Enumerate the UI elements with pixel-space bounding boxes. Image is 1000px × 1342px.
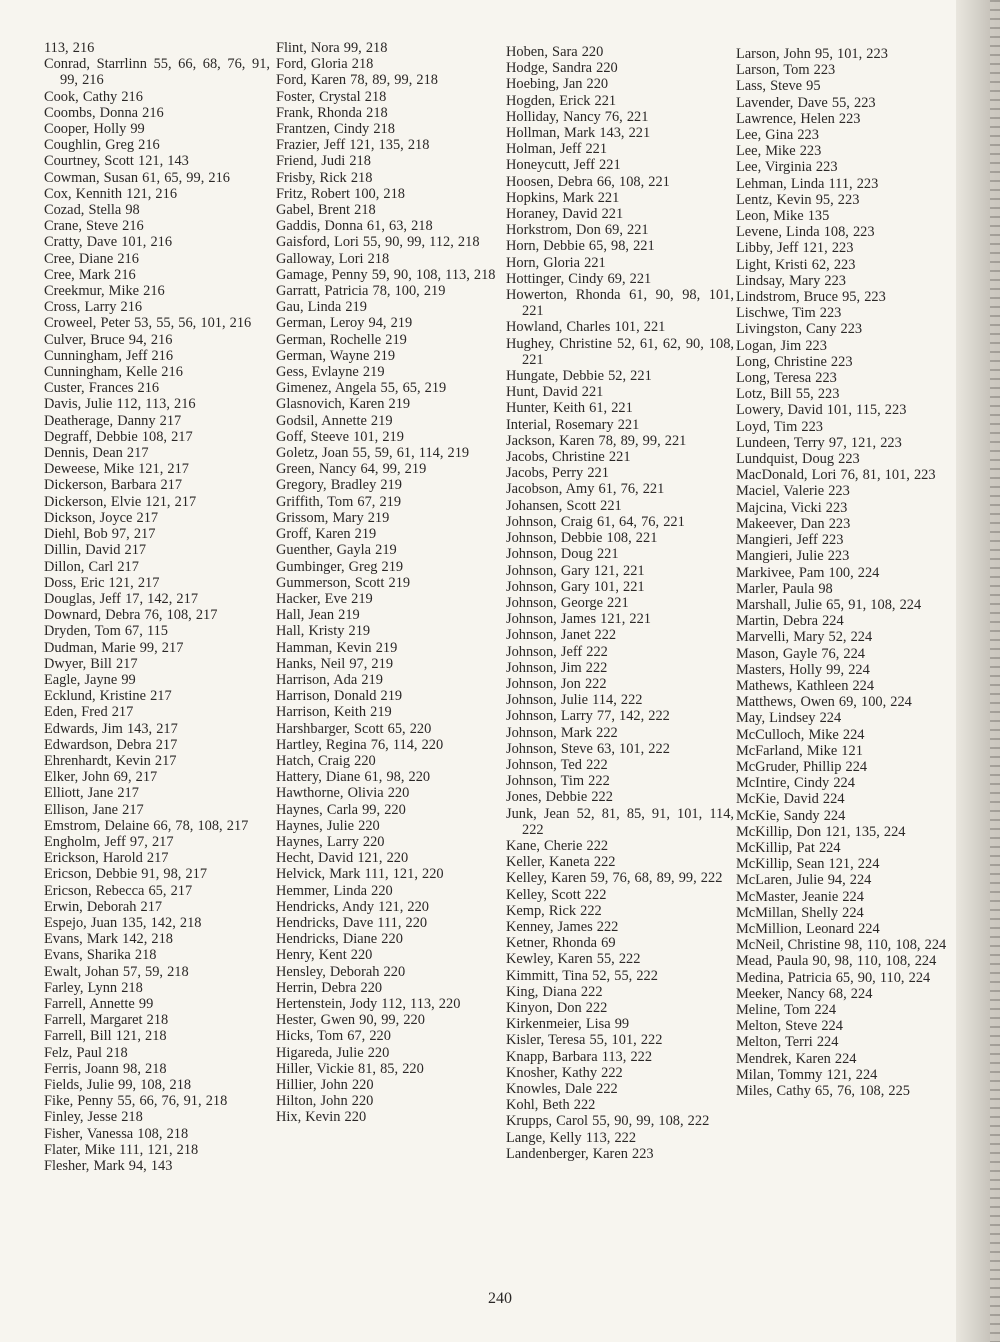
index-entry: Knapp, Barbara 113, 222 — [506, 1048, 653, 1065]
index-entry: Friend, Judi 218 — [276, 153, 371, 170]
index-entry: King, Diana 222 — [506, 983, 603, 1000]
index-entry: Johnson, Craig 61, 64, 76, 221 — [506, 513, 685, 530]
index-entry: Lee, Virginia 223 — [736, 159, 838, 176]
index-entry: Hiller, Vickie 81, 85, 220 — [276, 1060, 424, 1077]
index-entry: Meline, Tom 224 — [736, 1001, 837, 1018]
index-entry: McLaren, Julie 94, 224 — [736, 872, 872, 889]
index-entry: Hopkins, Mark 221 — [506, 189, 620, 206]
index-entry: Haynes, Carla 99, 220 — [276, 801, 406, 818]
index-entry: Glasnovich, Karen 219 — [276, 396, 411, 413]
index-entry: Davis, Julie 112, 113, 216 — [44, 396, 196, 413]
index-entry: Cunningham, Jeff 216 — [44, 347, 174, 364]
index-entry: Jackson, Karen 78, 89, 99, 221 — [506, 432, 687, 449]
index-entry: Gau, Linda 219 — [276, 299, 367, 316]
index-entry: Kirkenmeier, Lisa 99 — [506, 1016, 630, 1033]
index-entry: Kelley, Scott 222 — [506, 886, 607, 903]
index-entry: Hacker, Eve 219 — [276, 590, 373, 607]
index-entry: Johnson, Steve 63, 101, 222 — [506, 740, 670, 757]
index-entry: Erwin, Deborah 217 — [44, 898, 163, 915]
index-entry: Ehrenhardt, Kevin 217 — [44, 752, 177, 769]
index-entry: Jacobson, Amy 61, 76, 221 — [506, 481, 665, 498]
index-entry: Goff, Steeve 101, 219 — [276, 428, 404, 445]
index-entry: Light, Kristi 62, 223 — [736, 256, 856, 273]
index-entry: Levene, Linda 108, 223 — [736, 224, 875, 241]
index-entry: Ericson, Debbie 91, 98, 217 — [44, 866, 208, 883]
index-entry: Long, Christine 223 — [736, 353, 853, 370]
index-entry: Matthews, Owen 69, 100, 224 — [736, 694, 912, 711]
index-entry: Farrell, Margaret 218 — [44, 1012, 169, 1029]
index-entry: Lischwe, Tim 223 — [736, 305, 842, 322]
index-entry: Hendricks, Dave 111, 220 — [276, 914, 428, 931]
index-entry: Kewley, Karen 55, 222 — [506, 951, 641, 968]
index-entry: German, Rochelle 219 — [276, 331, 407, 348]
index-entry: Doss, Eric 121, 217 — [44, 574, 160, 591]
index-entry: Finley, Jesse 218 — [44, 1109, 143, 1126]
index-column-3 — [506, 44, 734, 1162]
index-entry: Henry, Kent 220 — [276, 947, 373, 964]
index-entry: Foster, Crystal 218 — [276, 88, 387, 105]
index-entry: Johnson, Ted 222 — [506, 756, 608, 773]
index-entry: Hicks, Tom 67, 220 — [276, 1028, 391, 1045]
index-entry: Courtney, Scott 121, 143 — [44, 153, 189, 170]
index-entry: Dennis, Dean 217 — [44, 445, 149, 462]
index-entry: Groff, Karen 219 — [276, 526, 377, 543]
index-entry: Douglas, Jeff 17, 142, 217 — [44, 590, 199, 607]
index-entry: Johnson, Gary 101, 221 — [506, 578, 645, 595]
index-entry: Gabel, Brent 218 — [276, 202, 376, 219]
index-entry: Horkstrom, Don 69, 221 — [506, 222, 649, 239]
index-entry: Haynes, Larry 220 — [276, 833, 385, 850]
index-entry: Farrell, Annette 99 — [44, 995, 154, 1012]
index-entry: Hartley, Regina 76, 114, 220 — [276, 736, 444, 753]
index-entry: Junk, Jean 52, 81, 85, 91, 101, 114, 222 — [506, 805, 734, 838]
index-entry: Gimenez, Angela 55, 65, 219 — [276, 380, 447, 397]
index-entry: Hattery, Diane 61, 98, 220 — [276, 769, 431, 786]
index-entry: Landenberger, Karen 223 — [506, 1145, 654, 1162]
index-entry: Ericson, Rebecca 65, 217 — [44, 882, 193, 899]
index-entry: Hilton, John 220 — [276, 1093, 374, 1110]
index-entry: Conrad, Starrlinn 55, 66, 68, 76, 91, 99, 216 — [44, 56, 270, 89]
index-entry: Johnson, Debbie 108, 221 — [506, 530, 658, 547]
index-entry: Lehman, Linda 111, 223 — [736, 175, 879, 192]
index-entry: Deweese, Mike 121, 217 — [44, 461, 189, 478]
index-entry: Haynes, Julie 220 — [276, 817, 380, 834]
index-entry: Cowman, Susan 61, 65, 99, 216 — [44, 169, 230, 186]
index-entry: Farley, Lynn 218 — [44, 979, 143, 996]
index-entry: Croweel, Peter 53, 55, 56, 101, 216 — [44, 315, 252, 332]
index-entry: Marvelli, Mary 52, 224 — [736, 629, 873, 646]
index-entry: Johnson, Janet 222 — [506, 627, 617, 644]
index-entry: Hall, Kristy 219 — [276, 623, 371, 640]
index-entry: Gaisford, Lori 55, 90, 99, 112, 218 — [276, 234, 480, 251]
index-entry: Lundquist, Doug 223 — [736, 451, 860, 468]
index-entry: Guenther, Gayla 219 — [276, 542, 397, 559]
index-entry: Melton, Steve 224 — [736, 1018, 843, 1035]
index-entry: Hall, Jean 219 — [276, 607, 360, 624]
index-entry: Frank, Rhonda 218 — [276, 104, 388, 121]
index-entry: Herrin, Debra 220 — [276, 979, 383, 996]
index-entry: Downard, Debra 76, 108, 217 — [44, 607, 218, 624]
index-entry: Hester, Gwen 90, 99, 220 — [276, 1012, 425, 1029]
index-entry: Espejo, Juan 135, 142, 218 — [44, 914, 202, 931]
index-entry: McGruder, Phillip 224 — [736, 758, 868, 775]
index-entry: Johnson, Doug 221 — [506, 546, 619, 563]
index-entry: Kane, Cherie 222 — [506, 837, 609, 854]
index-entry: Ford, Gloria 218 — [276, 56, 374, 73]
index-entry: Hamman, Kevin 219 — [276, 639, 398, 656]
index-column-2 — [276, 40, 502, 1126]
index-entry: Harrison, Ada 219 — [276, 671, 383, 688]
index-entry: Deatherage, Danny 217 — [44, 412, 182, 429]
index-entry: Fike, Penny 55, 66, 76, 91, 218 — [44, 1093, 228, 1110]
index-entry: Erickson, Harold 217 — [44, 850, 169, 867]
index-entry: Gumbinger, Greg 219 — [276, 558, 404, 575]
index-entry: Coombs, Donna 216 — [44, 104, 164, 121]
index-entry: Lindsay, Mary 223 — [736, 272, 846, 289]
index-entry: Ecklund, Kristine 217 — [44, 688, 172, 705]
index-entry: Johnson, Tim 222 — [506, 773, 610, 790]
index-entry: Johnson, Jon 222 — [506, 675, 607, 692]
index-entry: Johnson, James 121, 221 — [506, 611, 652, 628]
index-entry: Hungate, Debbie 52, 221 — [506, 368, 652, 385]
index-entry: Holliday, Nancy 76, 221 — [506, 108, 649, 125]
index-entry: Lundeen, Terry 97, 121, 223 — [736, 434, 902, 451]
index-entry: McMillion, Leonard 224 — [736, 920, 880, 937]
index-entry: Hodge, Sandra 220 — [506, 60, 618, 77]
index-entry: Hatch, Craig 220 — [276, 752, 376, 769]
index-entry: Lotz, Bill 55, 223 — [736, 386, 840, 403]
index-entry: Eden, Fred 217 — [44, 704, 134, 721]
index-entry: Engholm, Jeff 97, 217 — [44, 833, 174, 850]
index-entry: Godsil, Annette 219 — [276, 412, 393, 429]
index-entry: Melton, Terri 224 — [736, 1034, 839, 1051]
index-entry: Ellison, Jane 217 — [44, 801, 144, 818]
index-entry: Lawrence, Helen 223 — [736, 110, 861, 127]
index-entry: Lowery, David 101, 115, 223 — [736, 402, 907, 419]
index-entry: Lentz, Kevin 95, 223 — [736, 191, 860, 208]
index-entry: Harrison, Donald 219 — [276, 688, 403, 705]
index-entry: Eagle, Jayne 99 — [44, 671, 136, 688]
index-entry: Logan, Jim 223 — [736, 337, 827, 354]
index-entry: Jacobs, Perry 221 — [506, 465, 609, 482]
index-entry: Cook, Cathy 216 — [44, 88, 143, 105]
index-entry: May, Lindsey 224 — [736, 710, 842, 727]
index-entry: Dickerson, Barbara 217 — [44, 477, 183, 494]
index-entry: Edwardson, Debra 217 — [44, 736, 178, 753]
index-entry: Libby, Jeff 121, 223 — [736, 240, 854, 257]
index-entry: Crane, Steve 216 — [44, 218, 144, 235]
index-column-4 — [736, 46, 948, 1099]
index-entry: MacDonald, Lori 76, 81, 101, 223 — [736, 467, 936, 484]
index-entry: Harrison, Keith 219 — [276, 704, 392, 721]
page-number: 240 — [488, 1290, 512, 1307]
index-entry: Fritz, Robert 100, 218 — [276, 185, 406, 202]
index-entry: Kisler, Teresa 55, 101, 222 — [506, 1032, 663, 1049]
index-entry: Hillier, John 220 — [276, 1077, 374, 1093]
index-entry: Degraff, Debbie 108, 217 — [44, 428, 193, 445]
index-entry: McKie, Sandy 224 — [736, 807, 846, 824]
index-entry: Cree, Diane 216 — [44, 250, 139, 267]
index-entry: Cox, Kennith 121, 216 — [44, 185, 178, 202]
index-entry: Johnson, Jim 222 — [506, 659, 608, 676]
index-entry: Griffith, Tom 67, 219 — [276, 493, 402, 510]
index-entry: Masters, Holly 99, 224 — [736, 661, 870, 678]
index-entry: Farrell, Bill 121, 218 — [44, 1028, 167, 1045]
index-entry: Culver, Bruce 94, 216 — [44, 331, 173, 348]
index-entry: Hawthorne, Olivia 220 — [276, 785, 410, 802]
index-entry: Cross, Larry 216 — [44, 299, 143, 316]
index-entry: Flater, Mike 111, 121, 218 — [44, 1141, 199, 1158]
index-entry: Edwards, Jim 143, 217 — [44, 720, 178, 737]
index-entry: Cratty, Dave 101, 216 — [44, 234, 173, 251]
index-entry: McKillip, Pat 224 — [736, 839, 841, 856]
index-entry: Kohl, Beth 222 — [506, 1097, 596, 1114]
index-entry: German, Wayne 219 — [276, 347, 396, 364]
index-entry: Grissom, Mary 219 — [276, 509, 390, 526]
index-entry: Elliott, Jane 217 — [44, 785, 139, 802]
index-entry: Makeever, Dan 223 — [736, 515, 851, 532]
index-entry: Marler, Paula 98 — [736, 580, 833, 597]
index-entry: Felz, Paul 218 — [44, 1044, 128, 1061]
index-entry: McMaster, Jeanie 224 — [736, 888, 864, 905]
index-entry: Larson, John 95, 101, 223 — [736, 46, 888, 62]
index-entry: McKillip, Don 121, 135, 224 — [736, 823, 906, 840]
index-entry: Maciel, Valerie 223 — [736, 483, 850, 500]
index-entry: McKillip, Sean 121, 224 — [736, 856, 880, 873]
index-entry: Mangieri, Jeff 223 — [736, 532, 844, 549]
index-entry: Custer, Frances 216 — [44, 380, 160, 397]
index-entry: Fisher, Vanessa 108, 218 — [44, 1125, 189, 1142]
index-entry: Long, Teresa 223 — [736, 370, 837, 387]
index-entry: 113, 216 — [44, 40, 95, 56]
index-entry: Hunter, Keith 61, 221 — [506, 400, 633, 417]
index-entry: Loyd, Tim 223 — [736, 418, 823, 435]
index-entry: Jones, Debbie 222 — [506, 789, 613, 806]
index-entry: Cunningham, Kelle 216 — [44, 364, 183, 381]
index-entry: Diehl, Bob 97, 217 — [44, 526, 156, 543]
index-entry: Creekmur, Mike 216 — [44, 283, 165, 300]
index-entry: Hertenstein, Jody 112, 113, 220 — [276, 995, 461, 1012]
index-entry: Mendrek, Karen 224 — [736, 1050, 857, 1067]
index-entry: Mangieri, Julie 223 — [736, 548, 850, 565]
index-entry: Lee, Gina 223 — [736, 127, 819, 144]
index-entry: Lange, Kelly 113, 222 — [506, 1129, 637, 1146]
index-entry: Mason, Gayle 76, 224 — [736, 645, 865, 662]
index-entry: Hix, Kevin 220 — [276, 1109, 367, 1126]
index-entry: Ewalt, Johan 57, 59, 218 — [44, 963, 189, 980]
index-entry: Frazier, Jeff 121, 135, 218 — [276, 137, 430, 154]
index-entry: Johnson, Julie 114, 222 — [506, 692, 643, 709]
index-entry: Ketner, Rhonda 69 — [506, 935, 616, 952]
index-entry: Jacobs, Christine 221 — [506, 449, 631, 466]
index-entry: Hunt, David 221 — [506, 384, 604, 401]
index-entry: Johnson, Mark 222 — [506, 724, 618, 741]
index-entry: Holman, Jeff 221 — [506, 141, 608, 158]
index-entry: German, Leroy 94, 219 — [276, 315, 413, 332]
index-entry: McMillan, Shelly 224 — [736, 904, 864, 921]
index-entry: Dwyer, Bill 217 — [44, 655, 138, 672]
index-entry: Marshall, Julie 65, 91, 108, 224 — [736, 596, 922, 613]
index-entry: Dickson, Joyce 217 — [44, 509, 159, 526]
index-entry: Emstrom, Delaine 66, 78, 108, 217 — [44, 817, 249, 834]
index-entry: Meeker, Nancy 68, 224 — [736, 985, 873, 1002]
index-entry: Horn, Debbie 65, 98, 221 — [506, 238, 655, 255]
index-entry: Markivee, Pam 100, 224 — [736, 564, 880, 581]
index-entry: Johnson, Larry 77, 142, 222 — [506, 708, 670, 725]
index-entry: Hendricks, Andy 121, 220 — [276, 898, 429, 915]
index-entry: McIntire, Cindy 224 — [736, 775, 855, 792]
index-entry: Gess, Evlayne 219 — [276, 364, 385, 381]
index-entry: Lass, Steve 95 — [736, 78, 821, 95]
index-entry: Hoosen, Debra 66, 108, 221 — [506, 173, 670, 190]
index-entry: Ferris, Joann 98, 218 — [44, 1060, 167, 1077]
index-entry: Hottinger, Cindy 69, 221 — [506, 270, 652, 287]
index-entry: Milan, Tommy 121, 224 — [736, 1066, 878, 1083]
index-entry: Ford, Karen 78, 89, 99, 218 — [276, 72, 438, 89]
index-entry: Hughey, Christine 52, 61, 62, 90, 108, 221 — [506, 335, 734, 368]
index-entry: Dryden, Tom 67, 115 — [44, 623, 169, 640]
index-entry: McCulloch, Mike 224 — [736, 726, 865, 743]
index-entry: Hendricks, Diane 220 — [276, 931, 403, 948]
index-entry: Hanks, Neil 97, 219 — [276, 655, 394, 672]
index-entry: Johansen, Scott 221 — [506, 497, 622, 514]
index-entry: Knowles, Dale 222 — [506, 1081, 618, 1097]
index-entry: Fields, Julie 99, 108, 218 — [44, 1077, 192, 1093]
index-entry: Galloway, Lori 218 — [276, 250, 390, 267]
page-edge — [990, 0, 1000, 1342]
index-entry: Hoebing, Jan 220 — [506, 76, 609, 93]
index-entry: Gregory, Bradley 219 — [276, 477, 402, 494]
index-entry: Gummerson, Scott 219 — [276, 574, 411, 591]
index-entry: Leon, Mike 135 — [736, 208, 830, 225]
index-entry: Horaney, David 221 — [506, 206, 624, 223]
index-entry: Evans, Mark 142, 218 — [44, 931, 173, 948]
index-entry: Hoben, Sara 220 — [506, 44, 604, 60]
index-entry: Lindstrom, Bruce 95, 223 — [736, 289, 886, 306]
index-entry: Horn, Gloria 221 — [506, 254, 606, 271]
index-entry: Johnson, George 221 — [506, 594, 629, 611]
index-entry: Dickerson, Elvie 121, 217 — [44, 493, 197, 510]
index-entry: Interial, Rosemary 221 — [506, 416, 640, 433]
index-entry: Cree, Mark 216 — [44, 266, 136, 283]
index-entry: Honeycutt, Jeff 221 — [506, 157, 621, 174]
index-entry: Lee, Mike 223 — [736, 143, 822, 160]
index-entry: Gaddis, Donna 61, 63, 218 — [276, 218, 433, 235]
index-entry: Howland, Charles 101, 221 — [506, 319, 666, 336]
index-column-1 — [44, 40, 270, 1174]
index-entry: Krupps, Carol 55, 90, 99, 108, 222 — [506, 1113, 710, 1130]
index-entry: McFarland, Mike 121 — [736, 742, 863, 759]
index-entry: Johnson, Gary 121, 221 — [506, 562, 645, 579]
index-entry: Evans, Sharika 218 — [44, 947, 157, 964]
index-entry: Frisby, Rick 218 — [276, 169, 373, 186]
index-entry: McNeil, Christine 98, 110, 108, 224 — [736, 937, 947, 954]
index-entry: Larson, Tom 223 — [736, 62, 836, 79]
index-entry: Kimmitt, Tina 52, 55, 222 — [506, 967, 658, 984]
index-entry: Dudman, Marie 99, 217 — [44, 639, 184, 656]
index-entry: Howerton, Rhonda 61, 90, 98, 101, 221 — [506, 287, 734, 320]
index-entry: Hogden, Erick 221 — [506, 92, 617, 109]
index-entry: Cooper, Holly 99 — [44, 121, 145, 138]
index-entry: Medina, Patricia 65, 90, 110, 224 — [736, 969, 931, 986]
index-entry: Cozad, Stella 98 — [44, 202, 140, 219]
index-entry: Kemp, Rick 222 — [506, 902, 602, 919]
index-entry: Kenney, James 222 — [506, 918, 619, 935]
index-entry: Kinyon, Don 222 — [506, 999, 608, 1016]
index-entry: Knosher, Kathy 222 — [506, 1064, 623, 1081]
index-entry: Martin, Debra 224 — [736, 613, 844, 630]
index-entry: Keller, Kaneta 222 — [506, 854, 616, 871]
index-entry: McKie, David 224 — [736, 791, 845, 808]
index-entry: Johnson, Jeff 222 — [506, 643, 608, 660]
index-entry: Hecht, David 121, 220 — [276, 850, 409, 867]
index-entry: Green, Nancy 64, 99, 219 — [276, 461, 427, 478]
index-entry: Mead, Paula 90, 98, 110, 108, 224 — [736, 953, 937, 970]
index-entry: Livingston, Cany 223 — [736, 321, 863, 338]
index-entry: Higareda, Julie 220 — [276, 1044, 390, 1061]
index-entry: Hollman, Mark 143, 221 — [506, 125, 651, 142]
index-entry: Hensley, Deborah 220 — [276, 963, 406, 980]
index-entry: Goletz, Joan 55, 59, 61, 114, 219 — [276, 445, 470, 462]
index-entry: Kelley, Karen 59, 76, 68, 89, 99, 222 — [506, 870, 723, 887]
index-entry: Lavender, Dave 55, 223 — [736, 94, 876, 111]
index-entry: Flint, Nora 99, 218 — [276, 40, 388, 56]
index-entry: Harshbarger, Scott 65, 220 — [276, 720, 432, 737]
index-entry: Helvick, Mark 111, 121, 220 — [276, 866, 444, 883]
index-entry: Gamage, Penny 59, 90, 108, 113, 218 — [276, 266, 496, 283]
index-entry: Frantzen, Cindy 218 — [276, 121, 395, 138]
index-entry: Garratt, Patricia 78, 100, 219 — [276, 283, 446, 300]
index-entry: Miles, Cathy 65, 76, 108, 225 — [736, 1083, 910, 1099]
index-entry: Dillon, Carl 217 — [44, 558, 139, 575]
index-entry: Mathews, Kathleen 224 — [736, 677, 875, 694]
index-entry: Flesher, Mark 94, 143 — [44, 1158, 173, 1175]
index-entry: Hemmer, Linda 220 — [276, 882, 393, 899]
index-entry: Dillin, David 217 — [44, 542, 147, 559]
index-entry: Elker, John 69, 217 — [44, 769, 158, 786]
index-entry: Majcina, Vicki 223 — [736, 499, 848, 516]
index-entry: Coughlin, Greg 216 — [44, 137, 160, 154]
